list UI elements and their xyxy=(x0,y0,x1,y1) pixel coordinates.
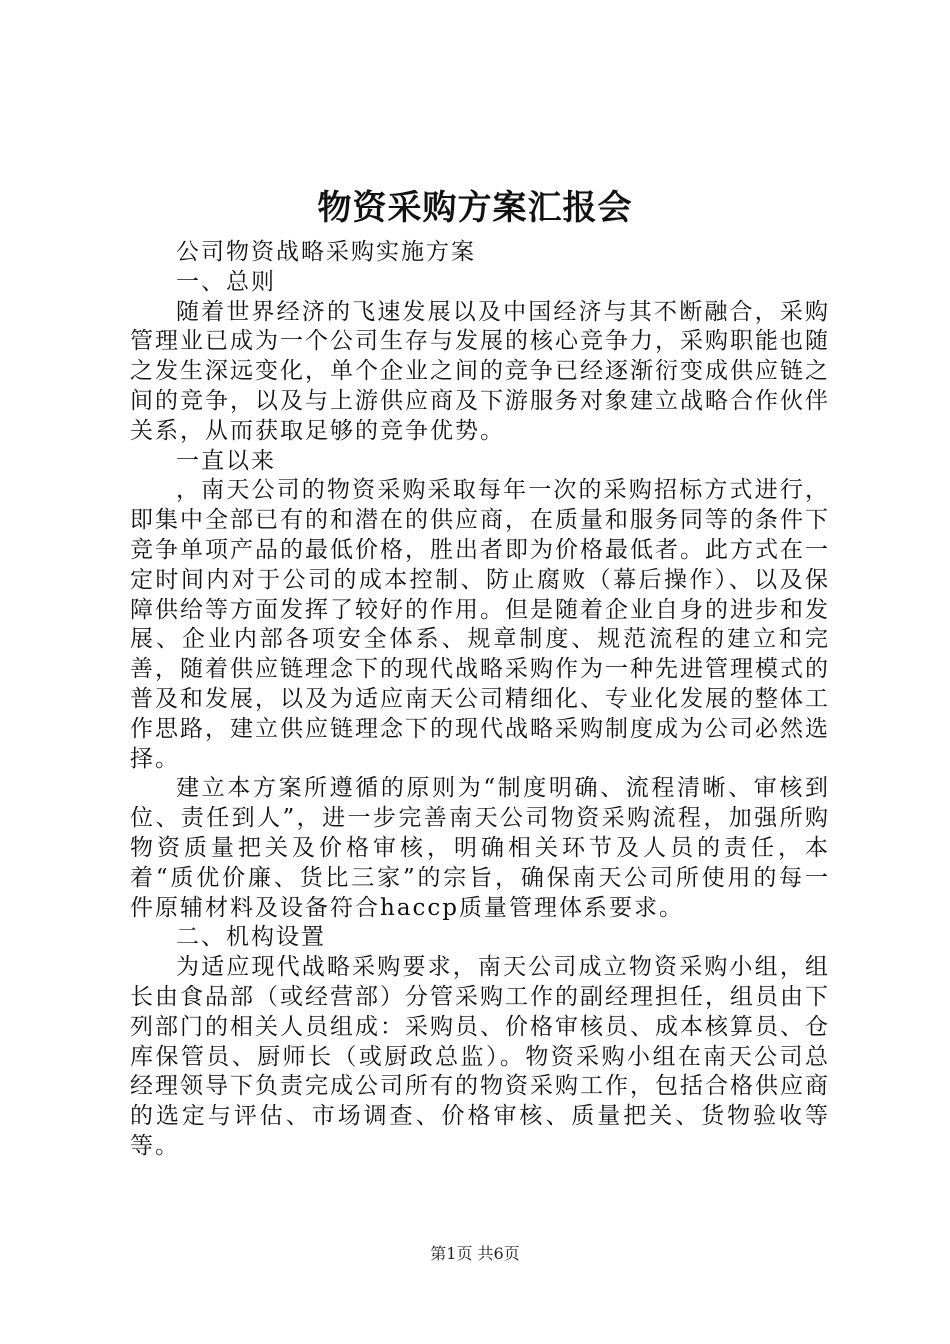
paragraph-principles: 建立本方案所遵循的原则为“制度明确、流程清晰、审核到位、责任到人”，进一步完善南天公司物资采购流程，加强所购物资质量把关及价格审核，明确相关环节及人员的责任，本着“质优价廉、货比三家”的宗旨，确保南天公司所使用的每一件原辅材料及设备符合haccp质量管理体系要求。 xyxy=(130,775,830,921)
section-heading-general: 一、总则 xyxy=(176,268,276,295)
document-body xyxy=(130,238,830,1162)
paragraph-subtitle: 公司物资战略采购实施方案 xyxy=(176,239,476,265)
section-heading-organization: 二、机构设置 xyxy=(176,924,326,951)
paragraph-organization: 为适应现代战略采购要求，南天公司成立物资采购小组，组长由食品部（或经营部）分管采购工作的副经理担任，组员由下列部门的相关人员组成：采购员、价格审核员、成本核算员、仓库保管员、厨师长（或厨政总监）。物资采购小组在南天公司总经理领导下负责完成公司所有的物资采购工作，包括合格供应商的选定与评估、市场调查、价格审核、质量把关、货物验收等等。 xyxy=(130,954,830,1159)
page-footer: 第1页 共6页 xyxy=(430,1244,520,1263)
document-title: 物资采购方案汇报会 xyxy=(317,188,633,228)
paragraph-heading-history: 一直以来 xyxy=(176,447,276,474)
paragraph-current-practice: ，南天公司的物资采购采取每年一次的采购招标方式进行，即集中全部已有的和潜在的供应商，在质量和服务同等的条件下竞争单项产品的最低价格，胜出者即为价格最低者。此方式在一定时间内对于公司的成本控制、防止腐败（幕后操作）、以及保障供给等方面发挥了较好的作用。但是随着企业自身的进步和发展、企业内部各项安全体系、规章制度、规范流程的建立和完善，随着供应链理念下的现代战略采购作为一种先进管理模式的普及和发展，以及为适应南天公司精细化、专业化发展的整体工作思路，建立供应链理念下的现代战略采购制度成为公司必然选择。 xyxy=(130,477,830,772)
paragraph-background: 随着世界经济的飞速发展以及中国经济与其不断融合，采购管理业已成为一个公司生存与发展的核心竞争力，采购职能也随之发生深远变化，单个企业之间的竞争已经逐渐衍变成供应链之间的竞争，以及与上游供应商及下游服务对象建立战略合作伙伴关系，从而获取足够的竞争优势。 xyxy=(130,298,830,444)
